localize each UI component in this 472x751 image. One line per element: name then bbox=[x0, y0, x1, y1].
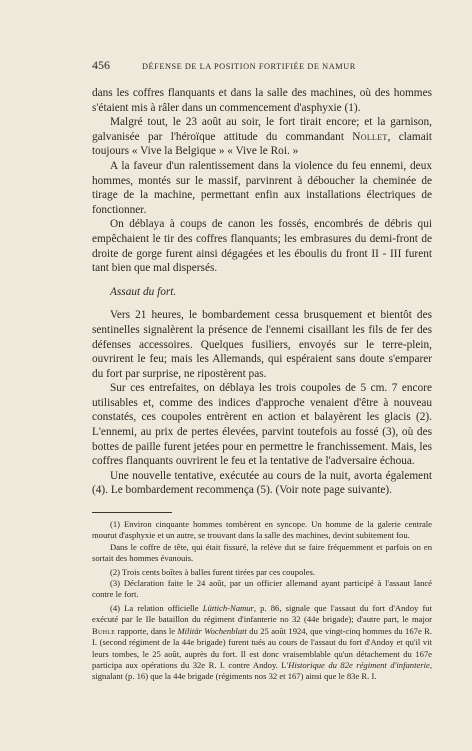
running-title: DÉFENSE DE LA POSITION FORTIFIÉE DE NAMUR bbox=[142, 62, 356, 71]
author-name: Buhle bbox=[92, 625, 116, 636]
section-title: Assaut du fort. bbox=[110, 285, 177, 298]
footnote-3: (3) Déclaration faite le 24 août, par un officier allemand ayant participé à l'assaut lancé contre le fort. bbox=[92, 578, 432, 600]
footnote-1: (1) Environ cinquante hommes tombèrent en syncope. Un homme de la galerie centrale mourut d'asphyxie et un autre, se trouvant dans la salle des machines, devint subitement fou. bbox=[92, 519, 432, 541]
paragraph-4: On déblaya à coups de canon les fossés, encombrés de débris qui empêchaient le tir des coffres flanquants; les embrasures du demi-front de droite de gorge furent ainsi dégagées et les éboulis du front II - III furent tant bien que mal dispersés. bbox=[92, 218, 432, 275]
source-title-3: Historique du 82e régiment d'infanterie bbox=[288, 659, 430, 670]
footnote-4: (4) La relation officielle Lüttich-Namur, p. 86, signale que l'assaut du fort d'Andoy fut exécuté par le IIe bataillon du régiment d'infanterie no 32 (44e brigade); d'autre part, le major Buhle rapporte, dans le Militär Wochenblatt du 25 août 1924, que vingt-cinq hommes du 167e R. I. (second régiment de la 44e brigade) furent tués au cours de l'assaut du fort d'Andoy et qu'il vit leurs tombes, le 25 août, auprès du fort. Il est donc vraisemblable qu'un détachement du 167e participa aux opérations du 32e R. I. contre Andoy. L'Historique du 82e régiment d'infanterie, signalant (p. 16) que la 44e brigade (régiments nos 32 et 167) ainsi que le 83e R. I. bbox=[92, 602, 433, 682]
page-number: 456 bbox=[92, 58, 110, 72]
paragraph-7: Une nouvelle tentative, exécutée au cours de la nuit, avorta également (4). Le bombardement recommença (5). (Voir note page suivante). bbox=[92, 469, 432, 497]
source-title-1: Lüttich-Namur bbox=[202, 602, 254, 613]
source-title-2: Militär Wochenblatt bbox=[177, 625, 247, 636]
footnote-2: (2) Trois cents boîtes à balles furent tirées par ces coupoles. bbox=[110, 566, 316, 577]
commander-name: Nollet bbox=[352, 130, 388, 143]
page-header bbox=[92, 58, 432, 74]
paragraph-1: dans les coffres flanquants et dans la salle des machines, où des hommes s'étaient mis à râler dans un commencement d'asphyxie (1). bbox=[92, 87, 432, 114]
body-text bbox=[92, 86, 432, 498]
footnote-1-continued: Dans le coffre de tête, qui était fissuré, la relève dut se faire fréquemment et parfois on en sortait des hommes évanouis. bbox=[92, 541, 432, 564]
footnotes bbox=[92, 519, 432, 683]
paragraph-2: Malgré tout, le 23 août au soir, le fort tirait encore; et la garnison, galvanisée par l'héroïque attitude du commandant Nollet, clamait toujours « Vive la Belgique » « Vive le Roi. » bbox=[92, 116, 432, 158]
paragraph-5: Vers 21 heures, le bombardement cessa brusquement et bientôt des sentinelles signalèrent la présence de l'ennemi cisaillant les fils de fer des défenses accessoires. Quelques fusiliers, envoyés sur le terre-plein, ouvrirent le feu; mais les Allemands, qui espéraient sans doute s'emparer du fort par surprise, ne ripostèrent pas. bbox=[92, 309, 432, 380]
footnote-divider bbox=[92, 512, 172, 513]
paragraph-3: A la faveur d'un ralentissement dans la violence du feu ennemi, deux hommes, montés sur le massif, parvinrent à déboucher la cheminée de tirage de la machine, permettant enfin aux installations électriques de fonctionner. bbox=[92, 159, 432, 216]
paragraph-6: Sur ces entrefaites, on déblaya les trois coupoles de 5 cm. 7 encore utilisables et, comme des indices d'approche venaient d'être à nouveau constatés, ces coupoles entrèrent en action et balayèrent les glacis (2). L'ennemi, au prix de pertes élevées, parvint toutefois au fossé (3), où des bottes de paille furent jetées pour en permettre le franchissement. Mais, les coffres flanquants ouvrirent le feu et la tentative de l'adversaire échoua. bbox=[92, 382, 432, 468]
